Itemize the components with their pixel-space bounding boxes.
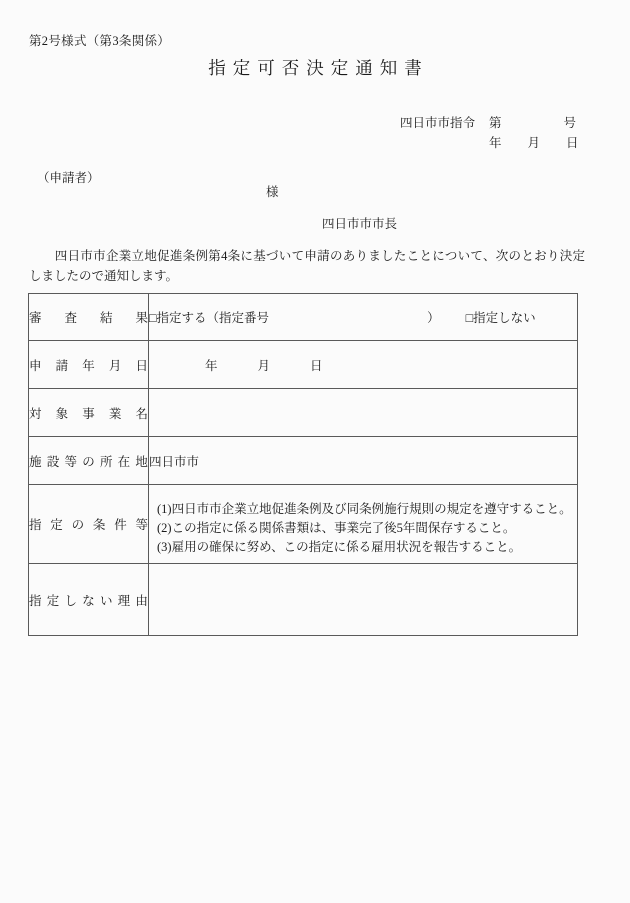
label-char: の [71,518,85,532]
label-char: 設 [46,454,60,469]
year-label: 年 [205,358,218,373]
label-char: 等 [64,454,77,469]
label-char: 年 [82,358,95,373]
label-char: 請 [55,358,69,373]
label-char: 所 [99,454,113,469]
page-title: 指定可否決定通知書 [208,58,429,78]
label-text [29,356,148,374]
checkbox-group [149,308,577,326]
label-char: 結 [99,311,113,325]
label-char: な [82,593,95,608]
row-label-application-date [29,341,149,389]
label-char: 理 [117,593,131,608]
row-value-target-business[interactable] [149,389,578,437]
row-label-facility-location [29,437,149,485]
table-row [29,564,578,636]
month-label: 月 [257,358,271,373]
label-char: の [82,454,95,469]
label-char: 審 [29,311,42,325]
table-row [29,389,578,437]
date-blank-group[interactable] [149,356,577,374]
label-char: 名 [135,406,148,421]
label-char: 等 [135,518,148,532]
issuance-year-label: 年 [489,136,502,150]
table-row [29,437,578,485]
body-paragraph: 四日市市企業立地促進条例第4条に基づいて申請のありましたことについて、次のとおり決定しましたので通知します。 [29,249,585,283]
label-char: 指 [29,518,42,532]
number-suffix: 号 [563,116,577,130]
label-char: 条 [92,518,106,532]
label-char: 地 [135,454,148,469]
applicant-label: （申請者） [37,171,100,185]
label-char: 事 [82,406,95,421]
issuance-date-line [400,133,579,153]
conditions-list [149,491,577,557]
table-row [29,485,578,564]
list-item: (3)雇用の確保に努め、この指定に係る雇用状況を報告すること。 [157,540,522,554]
checkbox-designate[interactable]: □指定する（指定番号 [149,311,270,325]
issuance-number-line [400,113,579,133]
label-char: 件 [114,518,127,532]
list-item: (2)この指定に係る関係書類は、事業完了後5年間保存すること。 [157,521,516,535]
table-row [29,341,578,389]
label-char: 月 [108,358,122,373]
row-value-denial-reason[interactable] [149,564,578,636]
issuer-title: 四日市市市長 [322,217,398,231]
row-value-facility-location[interactable] [149,437,578,485]
label-char: 対 [29,406,42,421]
label-text [29,404,148,422]
label-char: 申 [29,358,42,373]
row-label-target-business [29,389,149,437]
label-char: 業 [108,406,122,421]
checkbox-not-designate[interactable]: □指定しない [465,311,536,325]
row-value-application-date [149,341,578,389]
addressee-honorific: 様 [266,185,279,199]
form-number: 第2号様式（第3条関係） [29,34,171,48]
row-label-denial-reason [29,564,149,636]
label-char: 由 [135,593,148,608]
label-text [29,308,148,326]
issuance-day-label: 日 [566,136,579,150]
row-value-designation-conditions [149,485,578,564]
label-text [29,591,148,609]
facility-location-value: 四日市市 [149,454,200,469]
label-char: い [99,593,113,608]
label-text [29,515,148,533]
label-char: 象 [55,406,69,421]
label-char: 指 [29,593,42,608]
paren-close: ） [427,311,440,325]
label-char: 定 [50,518,63,532]
table-row [29,294,578,341]
label-char: 果 [135,311,148,325]
row-value-shinsa-kekka [149,294,578,341]
label-char: し [64,593,77,608]
label-char: 査 [64,311,77,325]
label-char: 日 [135,358,148,373]
label-char: 在 [117,454,131,469]
row-label-designation-conditions [29,485,149,564]
day-label: 日 [310,358,323,373]
issuance-block [400,113,579,153]
row-label-shinsa-kekka [29,294,149,341]
label-char: 施 [29,454,42,469]
issuance-month-label: 月 [527,136,541,150]
decision-table [28,293,578,636]
label-text [29,452,148,470]
issuer-label: 四日市市指令 [400,116,476,130]
label-char: 定 [46,593,60,608]
list-item: (1)四日市市企業立地促進条例及び同条例施行規則の規定を遵守すること。 [157,502,572,516]
number-prefix: 第 [489,116,502,130]
